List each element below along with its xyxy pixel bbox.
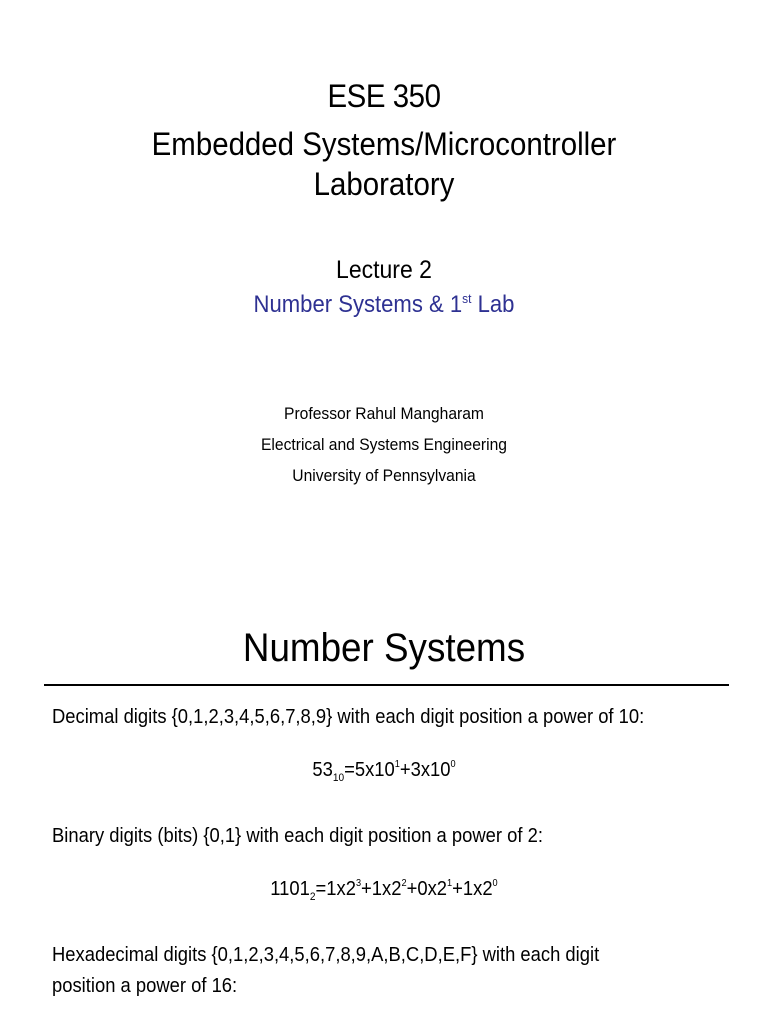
decimal-term-1: =5x10 [344, 759, 395, 781]
topic-prefix: Number Systems & 1 [253, 291, 463, 318]
decimal-formula [31, 759, 738, 784]
binary-description: Binary digits (bits) {0,1} with each digit position a power of 2: [52, 825, 543, 847]
binary-exponent-3: 1 [447, 878, 453, 889]
binary-term-3: +0x2 [406, 878, 448, 900]
hexadecimal-description [52, 940, 599, 1002]
decimal-exponent-1: 1 [394, 759, 400, 770]
binary-exponent-2: 2 [401, 878, 407, 889]
decimal-number: 53 [312, 759, 333, 781]
topic-superscript: st [462, 291, 472, 306]
binary-base: 2 [309, 891, 316, 903]
decimal-base: 10 [332, 772, 345, 784]
hexadecimal-line-1: Hexadecimal digits {0,1,2,3,4,5,6,7,8,9,A,B,C,D,E,F} with each digit [52, 944, 600, 966]
binary-number: 1101 [270, 878, 310, 900]
binary-term-2: +1x2 [361, 878, 402, 900]
university-name: University of Pennsylvania [292, 466, 476, 485]
decimal-description: Decimal digits {0,1,2,3,4,5,6,7,8,9} with each digit position a power of 10: [52, 706, 645, 728]
binary-formula [31, 878, 738, 903]
department-name: Electrical and Systems Engineering [260, 435, 508, 454]
professor-name: Professor Rahul Mangharam [284, 404, 484, 423]
heading-divider [44, 684, 729, 686]
course-title [31, 124, 738, 204]
section-heading: Number Systems [242, 626, 526, 670]
hexadecimal-line-2: position a power of 16: [52, 975, 238, 997]
binary-term-4: +1x2 [452, 878, 493, 900]
binary-exponent-1: 3 [355, 878, 362, 889]
binary-exponent-4: 0 [492, 878, 498, 889]
decimal-exponent-2: 0 [450, 759, 456, 770]
lecture-topic [31, 291, 738, 319]
course-title-line-1: Embedded Systems/Microcontroller [151, 126, 617, 162]
course-title-line-2: Laboratory [313, 166, 455, 202]
topic-suffix: Lab [471, 291, 515, 318]
decimal-term-2: +3x10 [399, 759, 451, 781]
course-code: ESE 350 [327, 78, 441, 114]
lecture-label: Lecture 2 [336, 256, 432, 284]
binary-term-1: =1x2 [315, 878, 356, 900]
